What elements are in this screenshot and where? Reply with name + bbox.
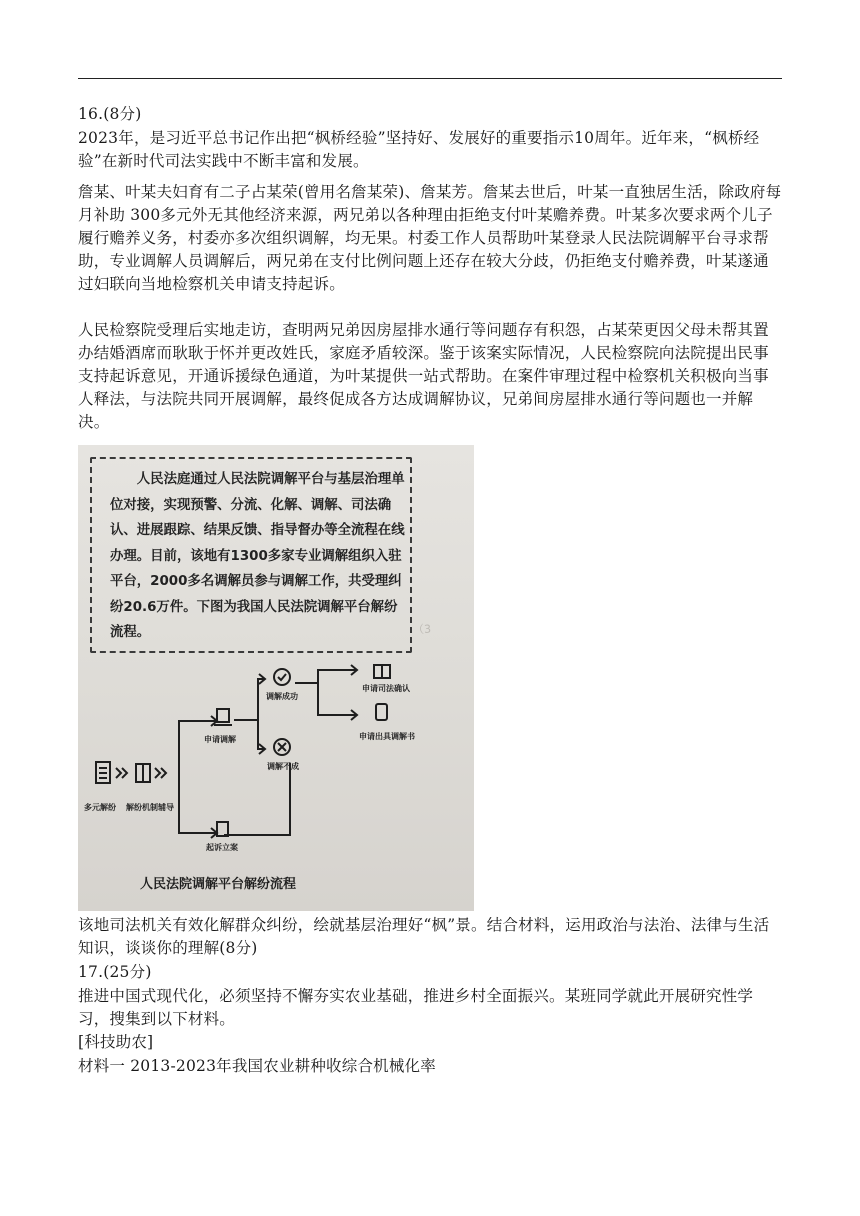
arrow-right-icon-2	[155, 768, 166, 778]
confirm-book-icon	[374, 665, 390, 678]
q16-para-1: 2023年，是习近平总书记作出把“枫桥经验”坚持好、发展好的重要指示10周年。近年来，“枫桥经验”在新时代司法实践中不断丰富和发展。	[78, 129, 760, 170]
header-rule	[78, 78, 782, 79]
bleed-through-mark: （3	[412, 622, 432, 637]
q17-section: [科技助农]	[78, 1033, 154, 1051]
apply-icon	[217, 709, 229, 722]
label-apply: 申请调解	[204, 735, 236, 744]
q17-material-1: 材料一 2013-2023年我国农业耕种收综合机械化率	[78, 1057, 436, 1075]
info-box-text: 人民法庭通过人民法院调解平台与基层治理单位对接，实现预警、分流、化解、调解、司法确认、进展跟踪、结果反馈、指导督办等全流程在线办理。目前，该地有1300多家专业调解组织入驻平台，2000多名调解员参与调解工作，共受理纠纷20.6万件。下图为我国人民法院调解平台解纷流程。	[110, 472, 405, 640]
label-issue: 申请出具调解书	[359, 732, 415, 741]
success-check-icon	[274, 669, 290, 685]
arrow-right-icon	[116, 768, 127, 778]
issue-doc-icon	[376, 704, 387, 720]
q16-para-2: 詹某、叶某夫妇育有二子占某荣(曾用名詹某荣)、詹某芳。詹某去世后，叶某一直独居生活，除政府每月补助 300多元外无其他经济来源，两兄弟以各种理由拒绝支付叶某赡养费。叶某多次要求两个儿子履行赡养义务，村委亦多次组织调解，均无果。村委工作人员帮助叶某登录人民法院调解平台寻求帮助，专业调解人员调解后，两兄弟在支付比例问题上还存在较大分歧，仍拒绝支付赡养费，叶某遂通过妇联向当地检察机关申请支持起诉。	[78, 183, 782, 293]
q16-question: 该地司法机关有效化解群众纠纷，绘就基层治理好“枫”景。结合材料，运用政治与法治、法律与生活知识，谈谈你的理解(8分)	[78, 916, 770, 957]
guide-book-icon	[136, 764, 150, 782]
flow-photo	[78, 445, 474, 911]
flow-diagram	[78, 445, 474, 911]
q17-header: 17.(25分)	[78, 963, 152, 981]
label-success: 调解成功	[266, 692, 298, 701]
q17-intro: 推进中国式现代化，必须坚持不懈夯实农业基础，推进乡村全面振兴。某班同学就此开展研究性学习，搜集到以下材料。	[78, 987, 754, 1028]
file-case-icon	[217, 822, 228, 836]
label-guide: 解纷机制辅导	[126, 803, 174, 812]
label-file: 起诉立案	[206, 843, 238, 852]
q16-header: 16.(8分)	[78, 105, 142, 123]
label-confirm: 申请司法确认	[362, 684, 410, 693]
label-fail: 调解不成	[267, 762, 299, 771]
label-multi: 多元解纷	[84, 803, 116, 812]
flow-caption: 人民法院调解平台解纷流程	[140, 877, 297, 892]
q16-para-3: 人民检察院受理后实地走访，查明两兄弟因房屋排水通行等问题存有积怨，占某荣更因父母未帮其置办结婚酒席而耿耿于怀并更改姓氏，家庭矛盾较深。鉴于该案实际情况，人民检察院向法院提出民事支持起诉意见，开通诉援绿色通道，为叶某提供一站式帮助。在案件审理过程中检察机关积极向当事人释法，与法院共同开展调解，最终促成各方达成调解协议，兄弟间房屋排水通行等问题也一并解决。	[78, 321, 769, 431]
